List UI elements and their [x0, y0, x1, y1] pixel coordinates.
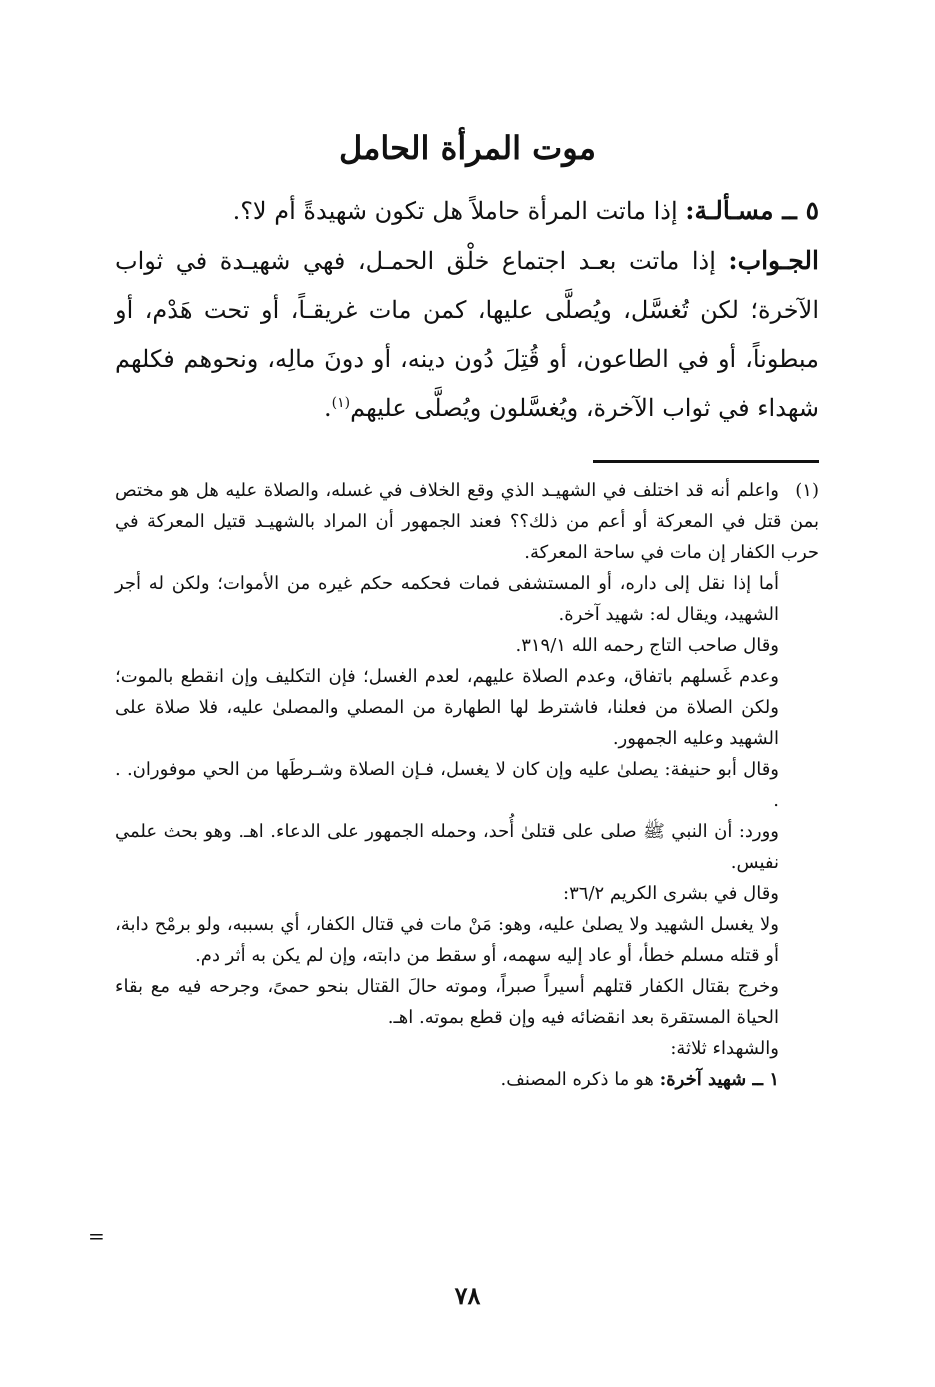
footnote-paragraph: وعدم غَسلهم باتفاق، وعدم الصلاة عليهم، لعدم الغسل؛ فإن التكليف وإن انقطع بالموت؛ ولكن الصلاة من فعلنا، فاشترط لها الطهارة من المصلي والمصلىٰ عليه، فلا صلاة على الشهيد وعليه الجمهور.	[115, 666, 779, 749]
page-title: موت المرأة الحامل	[339, 129, 596, 167]
footnote-text: واعلم أنه قد اختلف في الشهيـد الذي وقع الخلاف في غسله، والصلاة عليه هل هو مختص بمن قتل في المعركة أو أعم من ذلك؟؟ فعند الجمهور أن المراد بالشهيـد قتيل المعركة في حرب الكفار إن مات في ساحة المعركة.	[115, 480, 819, 563]
answer-paragraph	[115, 236, 819, 433]
footnote-item-lead: ١ ــ شهيد آخرة:	[659, 1069, 779, 1090]
footnote-paragraph: وخرج بقتال الكفار قتلهم أسيراً صبراً، وموته حالَ القتال بنحو حمىً، وجرحه فيه مع بقاء الحياة المستقرة بعد انقضائه فيه وإن قطع بموته. اهـ.	[115, 976, 779, 1028]
footnote-paragraph: وورد: أن النبي ﷺ صلى على قتلىٰ أُحد، وحمله الجمهور على الدعاء. اهـ. وهو بحث علمي نفيس.	[115, 821, 779, 873]
question-text: إذا ماتت المرأة حاملاً هل تكون شهيدةً أم لا؟.	[232, 197, 678, 225]
footnote-paragraph: وقال صاحب التاج رحمه الله ٣١٩/١.	[515, 635, 779, 656]
footnote-paragraph: وقال في بشرى الكريم ٣٦/٢:	[563, 883, 779, 904]
footnote-marker: (١)	[795, 480, 819, 501]
answer-text: إذا ماتت بعـد اجتماع خلْق الحمـل، فهي شهيـدة في ثواب الآخرة؛ لكن تُغسَّل، ويُصلَّى عليها، كمن مات غريقـاً، أو تحت هَدْم، أو مبطوناً، أو في الطاعون، أو قُتِلَ دُون دينه، أو دونَ مالِه، ونحوهم فكلهم شهداء في ثواب الآخرة، ويُغسَّلون ويُصلَّى عليهم	[115, 247, 819, 422]
footnote-separator	[593, 460, 819, 463]
answer-lead: الجـواب:	[728, 246, 819, 275]
main-text	[115, 186, 819, 433]
footnote-paragraph: وقال أبو حنيفة: يصلىٰ عليه وإن كان لا يغسل، فـإن الصلاة وشـرطَها من الحي موفوران. . .	[115, 759, 779, 811]
continuation-mark: =	[88, 1224, 105, 1248]
footnote-item-text: هو ما ذكره المصنف.	[500, 1069, 654, 1090]
footnote-paragraph: ولا يغسل الشهيد ولا يصلىٰ عليه، وهو: مَنْ مات في قتال الكفار، أي بسببه، ولو برمْح دابة، أو قتله مسلم خطأ، أو عاد إليه سهمه، أو سقط من دابته، وإن لم يكن به أثر دم.	[115, 914, 779, 966]
footnote-paragraph: أما إذا نقل إلى داره، أو المستشفى فمات فحكمه حكم غيره من الأموات؛ ولكن له أجر الشهيد، ويقال له: شهيد آخرة.	[115, 573, 779, 625]
footnote-reference: (١)	[331, 395, 351, 411]
footnote-paragraph	[115, 475, 819, 568]
footnotes	[115, 475, 819, 1095]
footnote-paragraph	[115, 1064, 819, 1095]
answer-end: .	[324, 394, 332, 422]
question-lead: ٥ ــ مسـألـة:	[685, 196, 819, 225]
page-number: ٧٨	[454, 1281, 481, 1310]
question-paragraph	[115, 186, 819, 236]
footnote-paragraph: والشهداء ثلاثة:	[670, 1038, 779, 1059]
